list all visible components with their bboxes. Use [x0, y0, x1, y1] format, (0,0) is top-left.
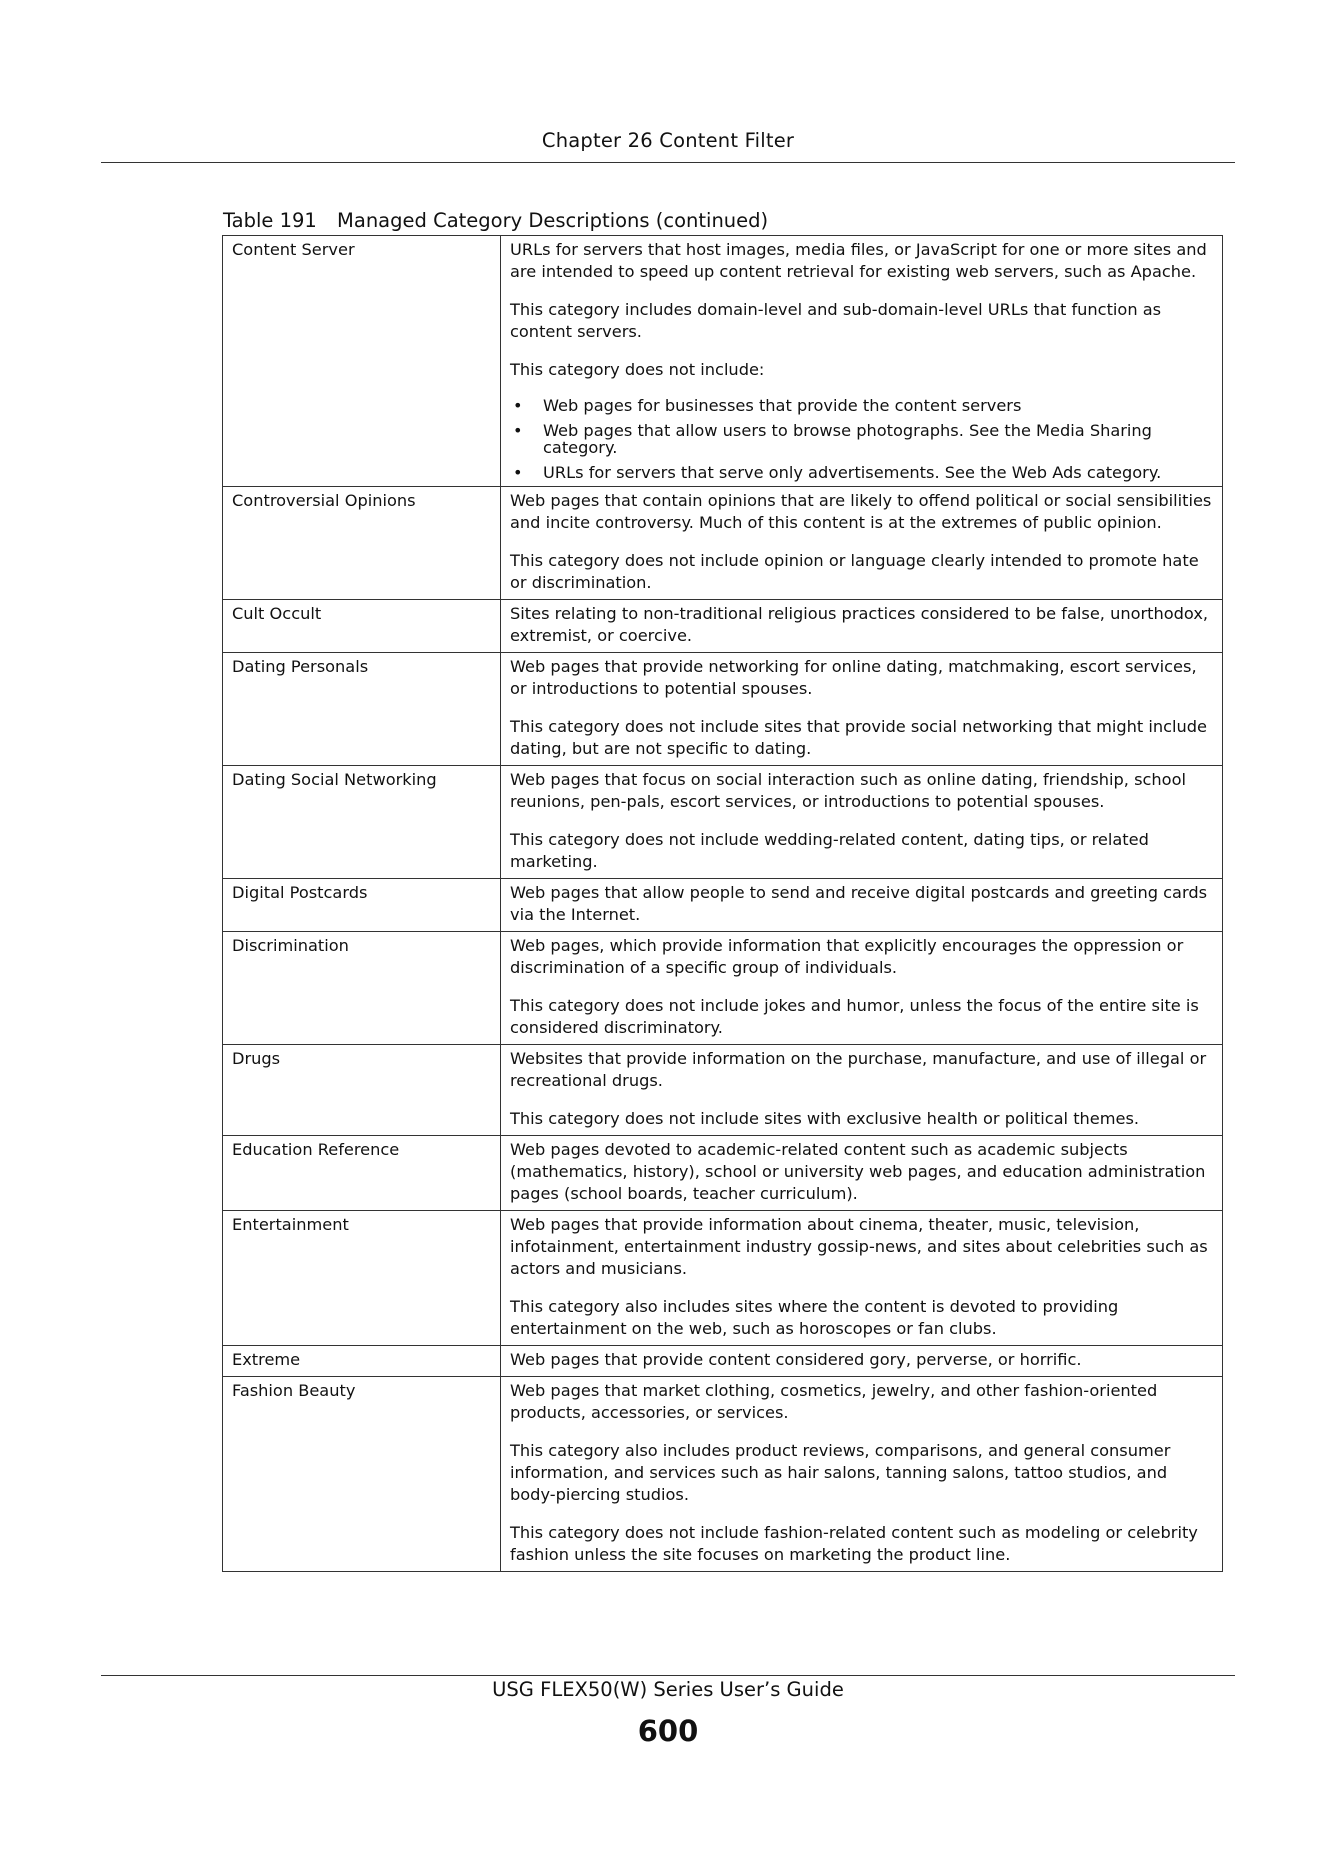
category-name-cell: Extreme	[223, 1346, 501, 1377]
page-number: 600	[637, 1714, 699, 1748]
running-header: Chapter 26 Content Filter	[541, 129, 795, 152]
table-row	[223, 653, 1223, 766]
footer-rule	[101, 1675, 1235, 1676]
list-item: • URLs for servers that serve only advertisements. See the Web Ads category.	[510, 464, 1214, 481]
description-paragraph: This category does not include:	[510, 360, 765, 379]
description-paragraph: Web pages that allow people to send and receive digital postcards and greeting cards via the Internet.	[510, 883, 1208, 924]
category-description-cell	[501, 1377, 1223, 1572]
description-paragraph: Web pages that provide networking for online dating, matchmaking, escort services, or introductions to potential spouses.	[510, 657, 1197, 698]
category-name-cell: Education Reference	[223, 1136, 501, 1211]
description-paragraph: Websites that provide information on the purchase, manufacture, and use of illegal or recreational drugs.	[510, 1049, 1207, 1090]
description-paragraph: This category also includes product reviews, comparisons, and general consumer information, and services such as hair salons, tanning salons, tattoo studios, and body-piercing studios.	[510, 1441, 1171, 1504]
table-row	[223, 766, 1223, 879]
category-description-cell	[501, 766, 1223, 879]
category-name-cell: Drugs	[223, 1045, 501, 1136]
category-description-cell	[501, 932, 1223, 1045]
description-paragraph: Web pages, which provide information that explicitly encourages the oppression or discrimination of a specific group of individuals.	[510, 936, 1184, 977]
description-paragraph: Web pages that market clothing, cosmetics, jewelry, and other fashion-oriented products, accessories, or services.	[510, 1381, 1158, 1422]
list-item: • Web pages for businesses that provide the content servers	[510, 397, 1214, 414]
table-number: Table 191	[223, 209, 317, 232]
table-row	[223, 487, 1223, 600]
category-description-cell	[501, 236, 1223, 487]
table-row	[223, 932, 1223, 1045]
description-paragraph: This category does not include fashion-related content such as modeling or celebrity fashion unless the site focuses on marketing the product line.	[510, 1523, 1198, 1564]
table-row	[223, 1136, 1223, 1211]
category-description-cell	[501, 600, 1223, 653]
description-paragraph: Web pages that provide information about cinema, theater, music, television, infotainment, entertainment industry gossip-news, and sites about celebrities such as actors and musicians.	[510, 1215, 1208, 1278]
category-name-cell: Fashion Beauty	[223, 1377, 501, 1572]
table-row	[223, 236, 1223, 487]
description-paragraph: Web pages devoted to academic-related content such as academic subjects (mathematics, history), school or university web pages, and education administration pages (school boards, teacher curriculum).	[510, 1140, 1206, 1203]
category-description-cell	[501, 653, 1223, 766]
description-paragraph: Web pages that focus on social interaction such as online dating, friendship, school reunions, pen-pals, escort services, or introductions to potential spouses.	[510, 770, 1186, 811]
description-paragraph: This category does not include sites with exclusive health or political themes.	[510, 1109, 1140, 1128]
table-row	[223, 879, 1223, 932]
table-title: Managed Category Descriptions (continued)	[337, 209, 769, 232]
category-description-cell	[501, 1045, 1223, 1136]
description-paragraph: This category does not include jokes and humor, unless the focus of the entire site is considered discriminatory.	[510, 996, 1199, 1037]
category-name-cell: Dating Personals	[223, 653, 501, 766]
category-description-cell	[501, 1136, 1223, 1211]
category-name-cell: Cult Occult	[223, 600, 501, 653]
exclusion-list	[510, 397, 1214, 481]
description-paragraph: This category includes domain-level and sub-domain-level URLs that function as content servers.	[510, 300, 1162, 341]
category-table-body	[223, 236, 1223, 1572]
running-footer: USG FLEX50(W) Series User’s Guide	[492, 1678, 844, 1701]
table-row	[223, 1377, 1223, 1572]
description-paragraph: Sites relating to non-traditional religious practices considered to be false, unorthodox, extremist, or coercive.	[510, 604, 1209, 645]
table-row	[223, 600, 1223, 653]
category-name-cell: Discrimination	[223, 932, 501, 1045]
description-paragraph: This category also includes sites where the content is devoted to providing entertainment on the web, such as horoscopes or fan clubs.	[510, 1297, 1119, 1338]
table-row	[223, 1045, 1223, 1136]
description-paragraph: This category does not include sites that provide social networking that might include dating, but are not specific to dating.	[510, 717, 1208, 758]
category-name-cell: Entertainment	[223, 1211, 501, 1346]
table-caption	[223, 209, 768, 232]
description-paragraph: Web pages that contain opinions that are likely to offend political or social sensibilities and incite controversy. Much of this content is at the extremes of public opinion.	[510, 491, 1212, 532]
category-name-cell: Digital Postcards	[223, 879, 501, 932]
table-row	[223, 1346, 1223, 1377]
list-item: • Web pages that allow users to browse photographs. See the Media Sharing category.	[510, 422, 1214, 456]
category-name-cell: Dating Social Networking	[223, 766, 501, 879]
category-description-cell	[501, 1211, 1223, 1346]
category-description-cell	[501, 879, 1223, 932]
category-description-cell	[501, 1346, 1223, 1377]
description-paragraph: This category does not include opinion or language clearly intended to promote hate or discrimination.	[510, 551, 1199, 592]
table-row	[223, 1211, 1223, 1346]
category-description-cell	[501, 487, 1223, 600]
description-paragraph: URLs for servers that host images, media files, or JavaScript for one or more sites and are intended to speed up content retrieval for existing web servers, such as Apache.	[510, 240, 1207, 281]
category-name-cell: Controversial Opinions	[223, 487, 501, 600]
category-name-cell: Content Server	[223, 236, 501, 487]
header-rule	[101, 162, 1235, 163]
category-table	[222, 235, 1223, 1572]
description-paragraph: This category does not include wedding-related content, dating tips, or related marketing.	[510, 830, 1149, 871]
description-paragraph: Web pages that provide content considered gory, perverse, or horrific.	[510, 1350, 1082, 1369]
